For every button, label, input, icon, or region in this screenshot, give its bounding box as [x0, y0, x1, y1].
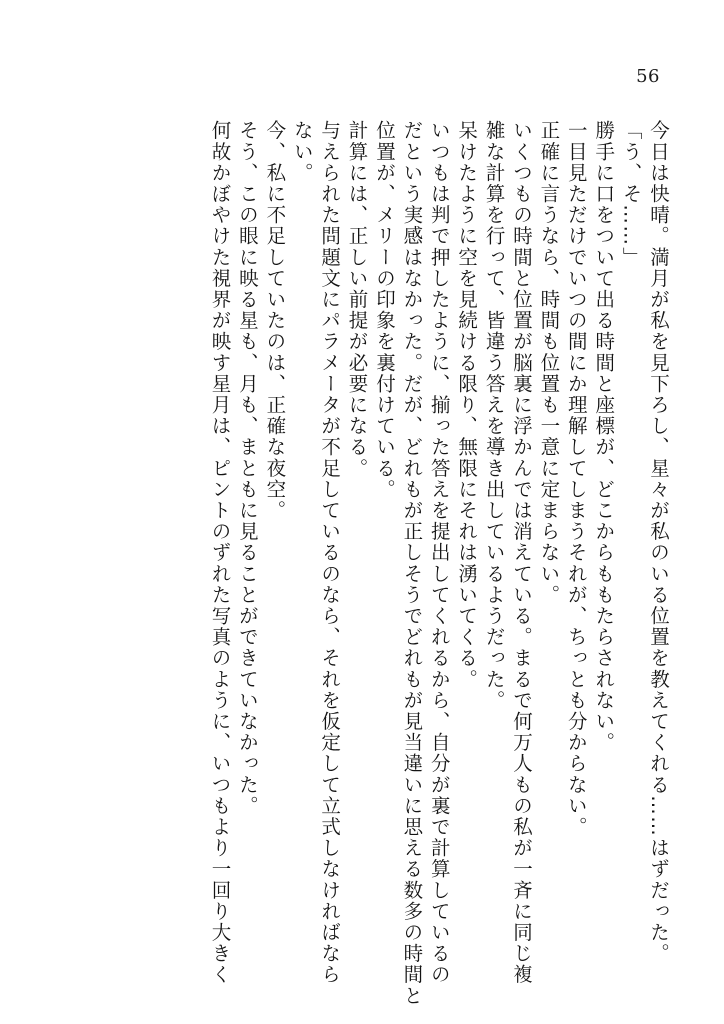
- text-line: 「う、そ……」: [619, 120, 643, 268]
- text-line: 今日は快晴。満月が私を見下ろし、星々が私のいる位置を教えてくれる……はずだった。: [647, 120, 670, 964]
- text-line: 計算には、正しい前提が必要になる。: [345, 120, 369, 479]
- text-line: 一目見ただけでいつの間にか理解してしまうそれが、ちっとも分からない。: [564, 120, 588, 838]
- text-line: 何故かぼやけた視界が映す星月は、ピントのずれた写真のように、いつもより一回り大きく: [208, 120, 232, 986]
- text-line: 勝手に口をついて出る時間と座標が、どこからももたらされない。: [592, 120, 616, 753]
- text-line: 位置が、メリーの印象を裏付けている。: [372, 120, 396, 500]
- text-line: いつもは判で押したように、揃った答えを提出してくれるから、自分が裏で計算しているの: [427, 120, 451, 986]
- text-line: 正確に言うなら、時間も位置も一意に定まらない。: [537, 120, 561, 606]
- text-line: 今、私に不足していたのは、正確な夜空。: [263, 120, 287, 521]
- page-number: 56: [636, 66, 660, 87]
- text-line: いくつもの時間と位置が脳裏に浮かんでは消えている。まるで何万人もの私が一斉に同じ複: [509, 120, 533, 986]
- text-line: だという実感はなかった。だが、どれもが正しそうでどれもが見当違いに思える数多の時間と: [400, 120, 424, 1007]
- text-line: 与えられた問題文にパラメータが不足しているのなら、それを仮定して立式しなければなら: [318, 120, 342, 986]
- text-line: 雑な計算を行って、皆違う答えを導き出しているようだった。: [482, 120, 506, 711]
- vertical-text-body: [206, 120, 672, 1007]
- text-line: 呆けたように空を見続ける限り、無限にそれは湧いてくる。: [455, 120, 479, 690]
- text-line: ない。: [290, 120, 314, 184]
- text-line: そう、この眼に映る星も、月も、まともに見ることができていなかった。: [235, 120, 259, 817]
